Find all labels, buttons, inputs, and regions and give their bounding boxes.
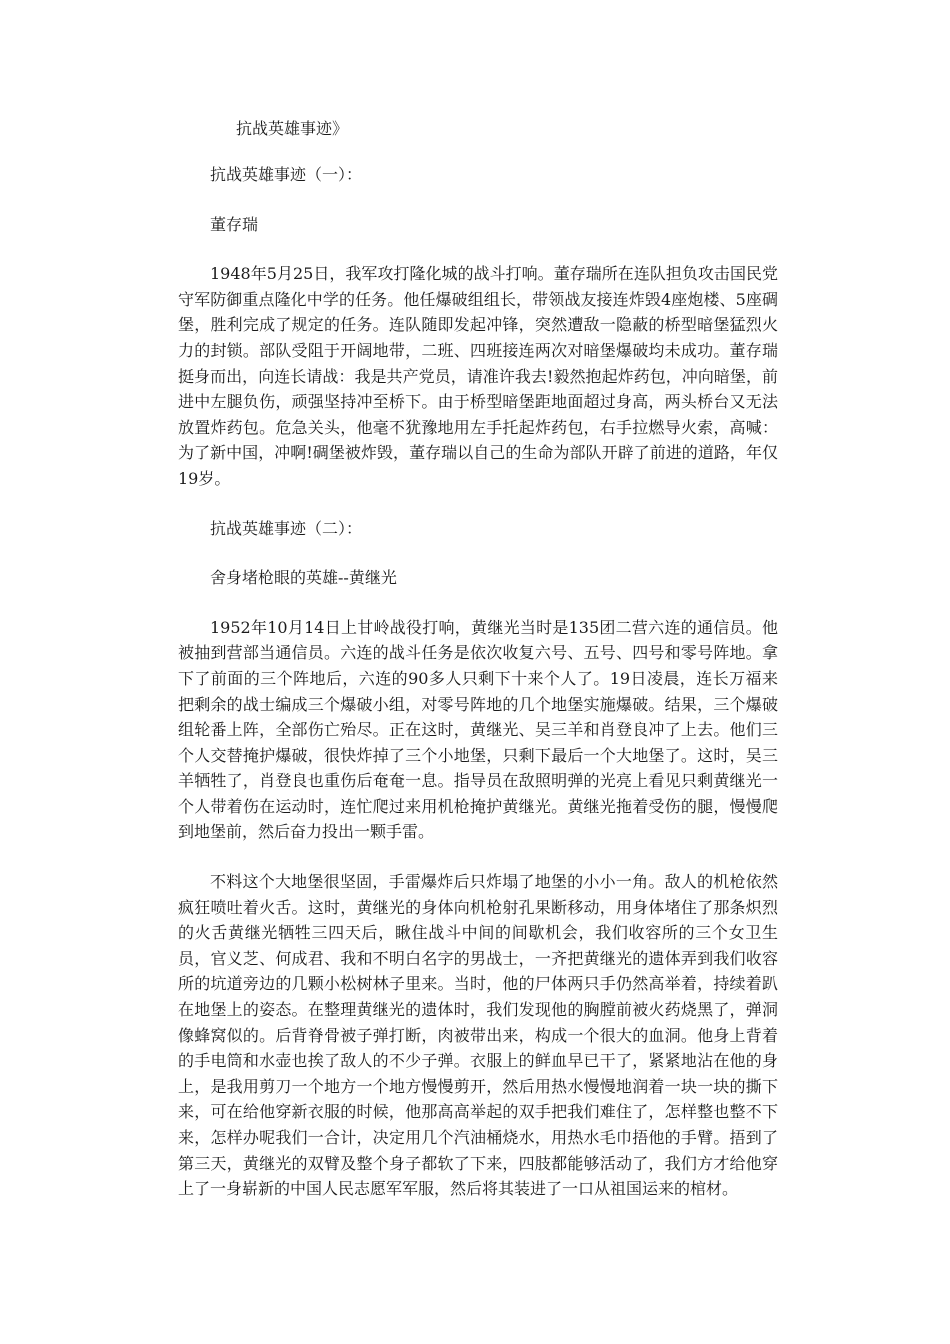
- section-1-paragraph: 1948年5月25日，我军攻打隆化城的战斗打响。董存瑞所在连队担负攻击国民党守军防御重点隆化中学的任务。他任爆破组组长，带领战友接连炸毁4座炮楼、5座碉堡，胜利完成了规定的任务。连队随即发起冲锋，突然遭敌一隐蔽的桥型暗堡猛烈火力的封锁。部队受阻于开阔地带，二班、四班接连两次对暗堡爆破均未成功。董存瑞挺身而出，向连长请战：我是共产党员，请准许我去!毅然抱起炸药包，冲向暗堡，前进中左腿负伤，顽强坚持冲至桥下。由于桥型暗堡距地面超过身高，两头桥台又无法放置炸药包。危急关头，他毫不犹豫地用左手托起炸药包，右手拉燃导火索，高喊：为了新中国，冲啊!碉堡被炸毁，董存瑞以自己的生命为部队开辟了前进的道路，年仅19岁。: [178, 264, 778, 488]
- document-title: 抗战英雄事迹》: [236, 119, 349, 138]
- document-body: [178, 162, 778, 1202]
- section-2-paragraph-1: 1952年10月14日上甘岭战役打响，黄继光当时是135团二营六连的通信员。他被抽到营部当通信员。六连的战斗任务是依次收复六号、五号、四号和零号阵地。拿下了前面的三个阵地后，六连的90多人只剩下十来个人了。19日凌晨，连长万福来把剩余的战士编成三个爆破小组，对零号阵地的几个地堡实施爆破。结果，三个爆破组轮番上阵，全部伤亡殆尽。正在这时，黄继光、吴三羊和肖登良冲了上去。他们三个人交替掩护爆破，很快炸掉了三个小地堡，只剩下最后一个大地堡了。这时，吴三羊牺牲了，肖登良也重伤后奄奄一息。指导员在敌照明弹的光亮上看见只剩黄继光一个人带着伤在运动时，连忙爬过来用机枪掩护黄继光。黄继光拖着受伤的腿，慢慢爬到地堡前，然后奋力投出一颗手雷。: [178, 617, 778, 842]
- section-2-paragraph-2: 不料这个大地堡很坚固，手雷爆炸后只炸塌了地堡的小小一角。敌人的机枪依然疯狂喷吐着火舌。这时，黄继光的身体向机枪射孔果断移动，用身体堵住了那条炽烈的火舌黄继光牺牲三四天后，瞅住战斗中间的间歇机会，我们收容所的三个女卫生员，官义芝、何成君、我和不明白名字的男战士，一齐把黄继光的遗体弄到我们收容所的坑道旁边的几颗小松树林子里来。当时，他的尸体两只手仍然高举着，持续着趴在地堡上的姿态。在整理黄继光的遗体时，我们发现他的胸膛前被火药烧黑了，弹洞像蜂窝似的。后背脊骨被子弹打断，肉被带出来，构成一个很大的血洞。他身上背着的手电筒和水壶也挨了敌人的不少子弹。衣服上的鲜血早已干了，紧紧地沾在他的身上，是我用剪刀一个地方一个地方慢慢剪开，然后用热水慢慢地润着一块一块的撕下来，可在给他穿新衣服的时候，他那高高举起的双手把我们难住了，怎样整也整不下来，怎样办呢我们一合计，决定用几个汽油桶烧水，用热水毛巾捂他的手臂。捂到了第三天，黄继光的双臂及整个身子都软了下来，四肢都能够活动了，我们方才给他穿上了一身崭新的中国人民志愿军军服，然后将其装进了一口从祖国运来的棺材。: [178, 872, 778, 1199]
- section-1-heading: 抗战英雄事迹（一）：: [210, 165, 363, 184]
- section-2-heading: 抗战英雄事迹（二）：: [210, 518, 363, 538]
- section-2-subheading: 舍身堵枪眼的英雄--黄继光: [210, 568, 397, 588]
- section-1-subheading: 董存瑞: [210, 214, 259, 234]
